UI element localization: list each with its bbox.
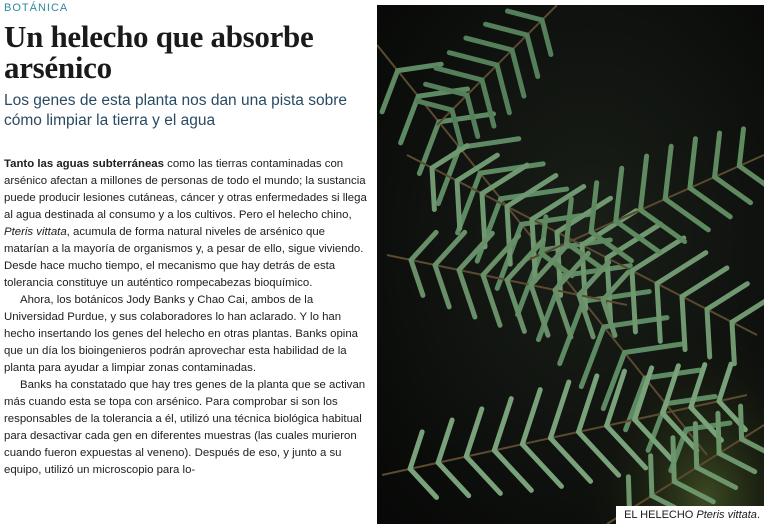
caption-end: . xyxy=(756,509,760,521)
paragraph-1-text: como las tierras contaminadas con arsénico afectan a millones de personas de todo el mundo; la sustancia puede producir lesiones cutáneas, cáncer y otras enfermedades si llega al agua destinada al consumo y a los cultivos. Pero el helecho chino, xyxy=(4,158,367,221)
paragraph-3: Banks ha constatado que hay tres genes de la planta que se activan más cuando esta se topa con arsénico. Para comprobar si son los responsables de la tolerancia a él, utilizó una técnica biológica habitual para desactivar cada gen en diferentes muestras (las cuales murieron cuando fueron expuestas al veneno). Después de eso, y junto a su equipo, utilizó un microscopio para lo- xyxy=(4,379,366,476)
paragraph-1-end: , acumula de forma natural niveles de arsénico que matarían a la mayoría de organismos y, a pesar de ello, sigue viviendo. Desde hace mucho tiempo, el mecanismo que hay detrás de esta tolerancia constituye un auténtico rompecabezas bioquímico. xyxy=(4,226,364,289)
article-body xyxy=(4,156,368,479)
section-label: BOTÁNICA xyxy=(4,2,69,14)
paragraph-1 xyxy=(4,156,368,292)
paragraph-2: Ahora, los botánicos Jody Banks y Chao Cai, ambos de la Universidad Purdue, y sus colaboradores lo han aclarado. Y lo han hecho insertando los genes del helecho en otras plantas. Banks opina que un día los bioingenieros podrán aprovechar esta habilidad de la planta para ayudar a limpiar zonas contaminadas. xyxy=(4,294,358,374)
species-name: Pteris vittata xyxy=(4,226,67,238)
caption-label: EL HELECHO xyxy=(624,509,697,521)
fern-photo xyxy=(377,5,764,524)
photo-caption xyxy=(616,506,764,524)
lead-in: Tanto las aguas subterráneas xyxy=(4,158,164,170)
caption-species: Pteris vittata xyxy=(696,509,757,521)
subheadline: Los genes de esta planta nos dan una pista sobre cómo limpiar la tierra y el agua xyxy=(4,92,347,129)
fern-illustration xyxy=(377,5,764,524)
article-text-column xyxy=(4,0,368,527)
headline: Un helecho que absorbe arsénico xyxy=(4,19,314,85)
